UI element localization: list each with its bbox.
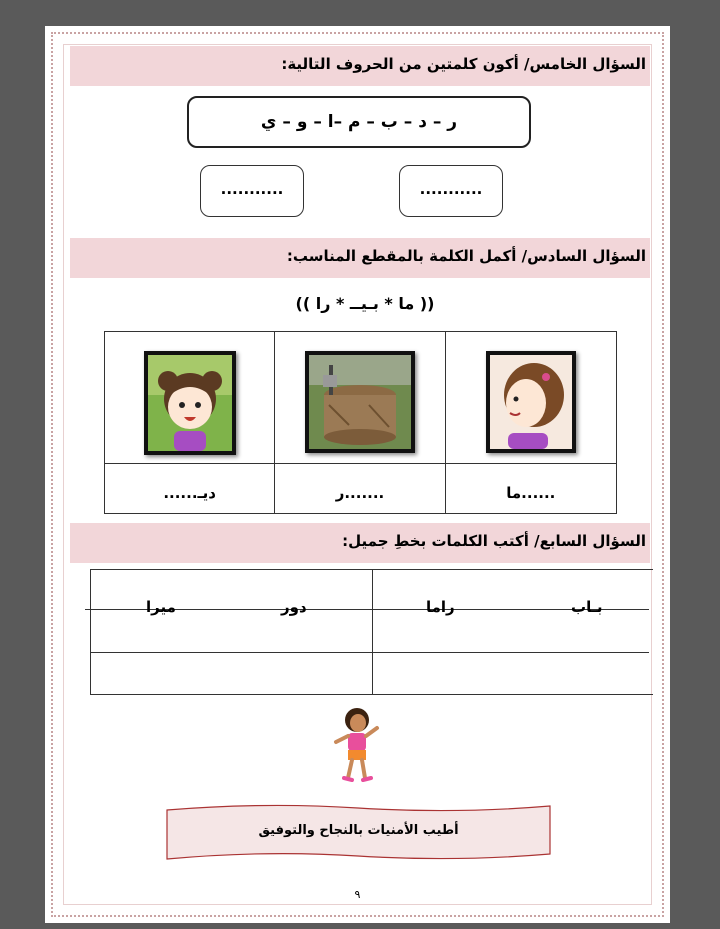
cartoon-girl-illustration [333,706,381,784]
q7-header [70,523,650,563]
q6-header [70,238,650,278]
handwriting-table [90,569,653,695]
picture-cell-2 [275,332,445,463]
word-cell-1 [446,463,616,513]
picture-cell-1 [446,332,616,463]
q6-title: السؤال السادس/ أكمل الكلمة بالمقطع المناسب: [286,247,646,265]
closing-text: أطيب الأمنيات بالنجاح والتوفيق [258,823,459,838]
word-blank-3[interactable]: ديـ...... [163,484,216,502]
letters-box: ر – د – ب – م –ا – و – ي [187,96,531,148]
word-mira: ميرا [146,598,176,616]
word-baab: بـاب [571,598,603,616]
word-cell-3 [105,463,275,513]
writing-line-2 [91,652,649,653]
word-rama: راما [426,598,455,616]
answer-box-right[interactable]: ........... [399,165,503,217]
water-well-picture [305,351,415,453]
answer-box-left[interactable]: ........... [200,165,304,217]
girl-profile-picture [486,351,576,453]
q5-header [70,46,650,86]
column-divider [372,570,373,694]
q5-title: السؤال الخامس/ أكون كلمتين من الحروف التالية: [281,55,646,73]
word-dor: دور [281,598,307,616]
writing-space[interactable] [391,656,641,692]
q7-title: السؤال السابع/ أكتب الكلمات بخطِ جميل: [342,532,646,550]
picture-grid [104,331,617,514]
page-number: ٩ [354,888,361,901]
worksheet-page [45,26,670,923]
word-blank-2[interactable]: .......ر [335,484,385,502]
word-cell-2 [275,463,445,513]
word-blank-1[interactable]: ......ما [506,484,556,502]
smiling-girl-picture [144,351,236,455]
syllable-choices: (( ما * بـيــ * را )) [295,294,435,313]
picture-cell-3 [105,332,275,463]
closing-banner [165,804,552,861]
